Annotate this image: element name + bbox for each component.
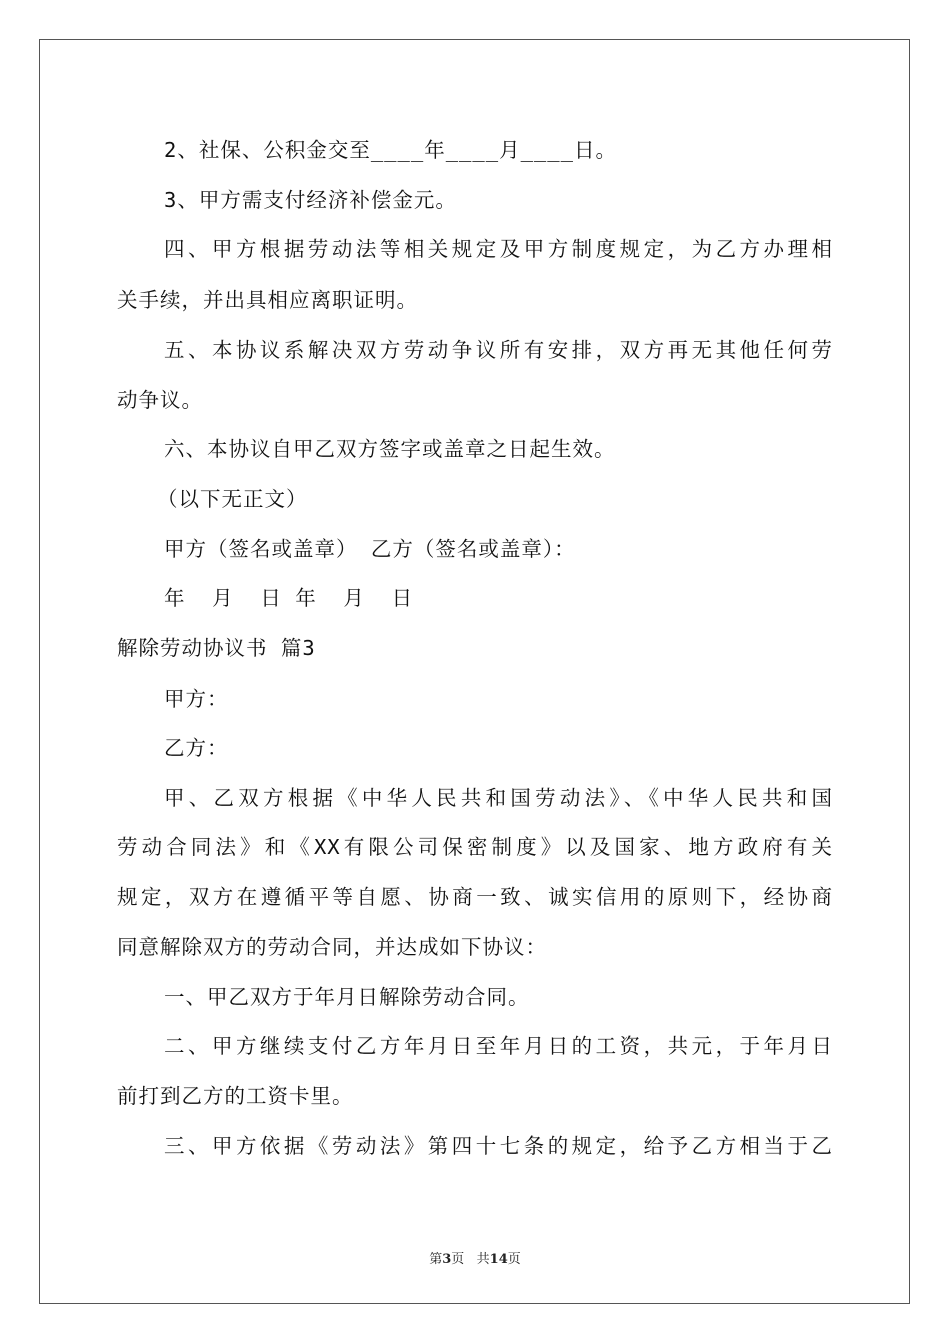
page-border: [39, 39, 910, 1304]
text-line-19: 二、甲方继续支付乙方年月日至年月日的工资，共元，于年月日: [164, 1034, 833, 1058]
text-line-21: 三、甲方依据《劳动法》第四十七条的规定，给予乙方相当于乙: [164, 1134, 833, 1158]
text-line-18: 一、甲乙双方于年月日解除劳动合同。: [164, 985, 530, 1009]
text-line-7: 六、本协议自甲乙双方签字或盖章之日起生效。: [164, 437, 616, 461]
section-title: 解除劳动协议书 篇3: [117, 636, 316, 660]
text-line-4: 关手续，并出具相应离职证明。: [117, 288, 418, 312]
text-line-8: （以下无正文）: [157, 487, 308, 511]
text-line-14: 甲、乙双方根据《中华人民共和国劳动法》、《中华人民共和国: [164, 786, 833, 810]
party-a-label: 甲方：: [164, 687, 229, 711]
footer-suffix: 页: [507, 1252, 521, 1267]
text-line-15: 劳动合同法》和《XX有限公司保密制度》以及国家、地方政府有关: [117, 835, 833, 859]
party-b-label: 乙方：: [164, 736, 229, 760]
text-line-17: 同意解除双方的劳动合同，并达成如下协议：: [117, 935, 547, 959]
text-line-5: 五、本协议系解决双方劳动争议所有安排，双方再无其他任何劳: [164, 338, 833, 362]
text-line-1: 2、社保、公积金交至____年____月____日。: [164, 138, 617, 162]
page-footer: [0, 1248, 950, 1267]
text-line-3: 四、甲方根据劳动法等相关规定及甲方制度规定，为乙方办理相: [164, 237, 833, 261]
footer-prefix: 第: [429, 1252, 443, 1267]
footer-page-number: 3: [442, 1252, 452, 1267]
text-line-2: 3、甲方需支付经济补偿金元。: [164, 188, 457, 212]
signature-line: 甲方（签名或盖章） 乙方（签名或盖章）：: [164, 537, 576, 561]
text-line-20: 前打到乙方的工资卡里。: [117, 1084, 354, 1108]
date-line: 年 月 日 年 月 日: [164, 586, 414, 610]
text-line-16: 规定，双方在遵循平等自愿、协商一致、诚实信用的原则下，经协商: [117, 885, 833, 909]
footer-total-pages: 14: [489, 1252, 508, 1267]
text-line-6: 动争议。: [117, 388, 203, 412]
footer-mid: 页 共: [451, 1252, 490, 1267]
